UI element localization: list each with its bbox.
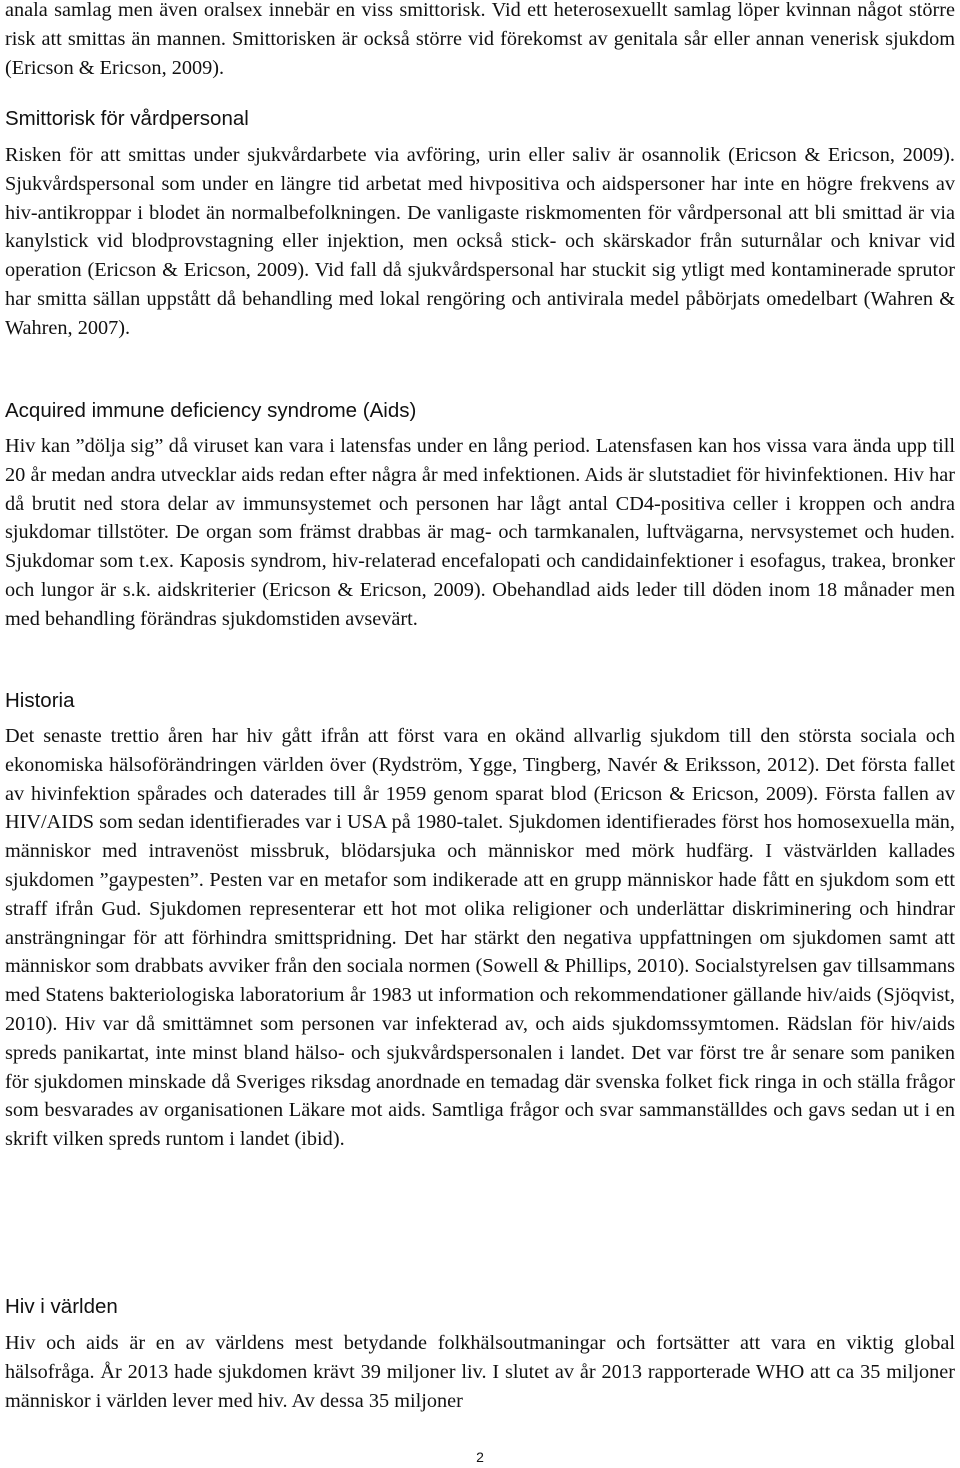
heading-aids: Acquired immune deficiency syndrome (Aids): [5, 399, 417, 422]
heading-healthcare-risk: Smittorisk för vårdpersonal: [5, 107, 249, 130]
page-number: 2: [476, 1449, 484, 1465]
heading-history: Historia: [5, 689, 75, 712]
paragraph-hiv-world: Hiv och aids är en av världens mest betydande folkhälsoutmaningar och fortsätter att vara en viktig global hälsofråga. År 2013 hade sjukdomen krävt 39 miljoner liv. I slutet av år 2013 rapporterade WHO att ca 35 miljoner människor i världen lever med hiv. Av dessa 35 miljoner: [5, 1332, 955, 1412]
heading-hiv-world: Hiv i världen: [5, 1295, 118, 1318]
paragraph-history: Det senaste trettio åren har hiv gått ifrån att först vara en okänd allvarlig sjukdom till den största sociala och ekonomiska hälsoförändringen världen över (Rydström, Ygge, Tingberg, Navér & Eriksson, 2012). Det första fallet av hivinfektion spårades och daterades till år 1959 genom sparat blod (Ericson & Ericson, 2009). Första fallen av HIV/AIDS som sedan identifierades var i USA på 1980-talet. Sjukdomen identifierades först hos homosexuella män, människor med intravenöst missbruk, blödarsjuka och människor med mörk hudfärg. I västvärlden kallades sjukdomen ”gaypesten”. Pesten var en metafor som indikerade att en grupp människor hade fått en sjukdom som ett straff ifrån Gud. Sjukdomen representerar ett hot mot olika religioner och underlättar diskriminering och hindrar ansträngningar för att förhindra smittspridning. Det har stärkt den negativa uppfattningen om sjukdomen samt att människor som drabbats avviker från den sociala normen (Sowell & Phillips, 2010). Socialstyrelsen gav tillsammans med Statens bakteriologiska laboratorium år 1983 ut information och rekommendationer gällande hiv/aids (Sjöqvist, 2010). Hiv var då smittämnet som personen var infekterad av, och aids sjukdomssymtomen. Rädslan för hiv/aids spreds panikartat, inte minst bland hälso- och sjukvårdspersonalen i landet. Det var först tre år senare som paniken för sjukdomen minskade då Sveriges riksdag anordnade en temadag där svenska folket fick ringa in och ställa frågor som besvarades av organisationen Läkare mot aids. Samtliga frågor och svar sammanställdes och gavs sedan ut i en skrift vilken spreds runtom i landet (ibid).: [5, 725, 955, 1151]
paragraph-healthcare-risk: Risken för att smittas under sjukvårdarbete via avföring, urin eller saliv är osannolik (Ericson & Ericson, 2009). Sjukvårdspersonal som under en längre tid arbetat med hivpositiva och aidspersoner har inte en högre frekvens av hiv-antikroppar i blodet än normalbefolkningen. De vanligaste riskmomenten för vårdpersonal att bli smittad är via kanylstick vid blodprovstagning eller injektion, men också stick- och skärskador från suturnålar och knivar vid operation (Ericson & Ericson, 2009). Vid fall då sjukvårdspersonal har stuckit sig ytligt med kontaminerade sprutor har smitta sällan uppstått då behandling med lokal rengöring och antivirala medel påbörjats omedelbart (Wahren & Wahren, 2007).: [5, 144, 955, 339]
paragraph-transmission-continued: anala samlag men även oralsex innebär en viss smittorisk. Vid ett heterosexuellt samlag löper kvinnan något större risk att smittas än mannen. Smittorisken är också större vid förekomst av genitala sår eller annan venerisk sjukdom (Ericson & Ericson, 2009).: [5, 0, 955, 79]
paragraph-aids: Hiv kan ”dölja sig” då viruset kan vara i latensfas under en lång period. Latensfasen kan hos vissa vara ända upp till 20 år medan andra utvecklar aids redan efter några år med infektionen. Aids är slutstadiet för hivinfektionen. Hiv har då brutit ned stora delar av immunsystemet och personen har lågt antal CD4-positiva celler i kroppen och andra sjukdomar tillstöter. De organ som främst drabbas är mag- och tarmkanalen, luftvägarna, nervsystemet och huden. Sjukdomar som t.ex. Kaposis syndrom, hiv-relaterad encefalopati och candidainfektioner i esofagus, trakea, bronker och lungor är s.k. aidskriterier (Ericson & Ericson, 2009). Obehandlad aids leder till döden inom 18 månader men med behandling förändras sjukdomstiden avsevärt.: [5, 435, 955, 630]
